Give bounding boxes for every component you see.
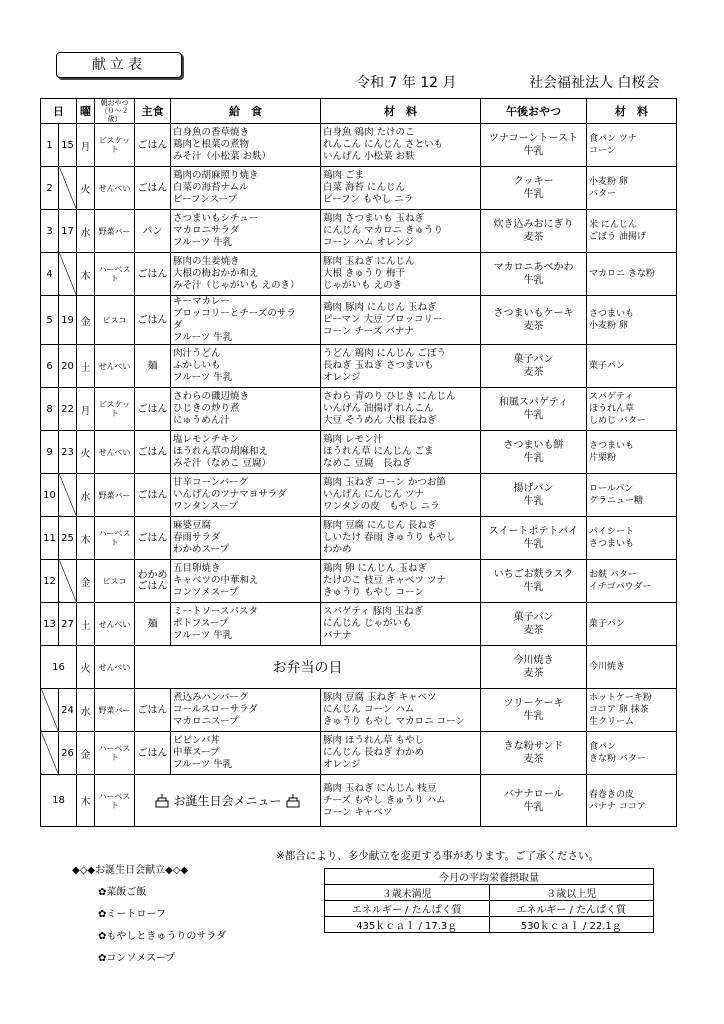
nutrition-label: エネルギー / たんぱく質	[489, 901, 654, 917]
morning-snack: 野菜バー	[95, 689, 135, 732]
birthday-menu-item: ✿菜飯ご飯	[98, 887, 147, 898]
pm-snack: 菓子パン 麦茶	[481, 345, 587, 388]
pm-snack: 和風スパゲティ 牛乳	[481, 388, 587, 431]
pm-snack-ingredients: 米 にんじん ごぼう 油揚げ	[587, 210, 677, 253]
weekday: 水	[77, 474, 95, 517]
lunch-ingredients: 鶏肉 玉ねぎ にんじん 枝豆 チーズ もやし きゅうり ハム コーン キャベツ	[321, 775, 481, 827]
nutrition-table	[324, 868, 654, 933]
weekday: 水	[77, 689, 95, 732]
lunch-ingredients: 鶏肉 卵 にんじん 玉ねぎ たけのこ 枝豆 キャベツ ツナ きゅうり もやし コーン	[321, 560, 481, 603]
lunch-ingredients: 白身魚 鶏肉 たけのこ れんこん にんじん さといも いんげん 小松菜 お麩	[321, 124, 481, 167]
date-number: 19	[59, 296, 77, 345]
lunch-menu: ビビンバ丼 中華スープ フルーツ 牛乳	[171, 732, 321, 775]
lunch-menu: 白身魚の香草焼き 鶏肉と根菜の煮物 みそ汁（小松菜 お麩）	[171, 124, 321, 167]
col-day: 日	[41, 99, 77, 124]
date-number: 27	[59, 603, 77, 646]
lunch-menu: 煮込みハンバーグ コールスローサラダ マカロニスープ	[171, 689, 321, 732]
bento-day-label: お弁当の日	[135, 646, 481, 689]
pm-snack-ingredients: ロールパン グラニュー糖	[587, 474, 677, 517]
col-morning-snack: 朝おやつ（０～２歳）	[95, 99, 135, 124]
pm-snack: 炊き込みおにぎり 麦茶	[481, 210, 587, 253]
birthday-lunch	[135, 775, 321, 827]
morning-snack: ビスコ	[95, 560, 135, 603]
weekday: 水	[77, 210, 95, 253]
date-number	[59, 253, 77, 296]
lunch-menu: 豚肉の生姜焼き 大根の梅おかか和え みそ汁（じゃがいも えのき）	[171, 253, 321, 296]
page-title: 献立表	[56, 52, 182, 78]
staple: ごはん	[135, 296, 171, 345]
day-number: 8	[41, 388, 59, 431]
pm-snack: さつまいもケーキ 麦茶	[481, 296, 587, 345]
pm-snack-ingredients: 菓子パン	[587, 345, 677, 388]
lunch-menu: さつまいもシチュー マカロニサラダ フルーツ 牛乳	[171, 210, 321, 253]
col-weekday: 曜	[77, 99, 95, 124]
table-row	[41, 775, 677, 827]
pm-snack: スイートポテトパイ 牛乳	[481, 517, 587, 560]
date-number: 26	[59, 732, 77, 775]
nutrition-value: 435ｋｃａｌ / 17.3ｇ	[325, 917, 490, 933]
morning-snack: ビスコ	[95, 296, 135, 345]
weekday: 木	[77, 775, 95, 827]
lunch-menu: 五目卵焼き キャベツの中華和え コンソメスープ	[171, 560, 321, 603]
pm-snack: いちごお麩ラスク 牛乳	[481, 560, 587, 603]
lunch-ingredients: さわら 青のり ひじき にんじん いんげん 油揚げ れんこん 大豆 そうめん 大根 長ねぎ	[321, 388, 481, 431]
lunch-menu: ミートソースパスタ ポトフスープ フルーツ 牛乳	[171, 603, 321, 646]
day-number: 4	[41, 253, 59, 296]
staple: ごはん	[135, 124, 171, 167]
lunch-ingredients: うどん 鶏肉 にんじん ごぼう 長ねぎ 玉ねぎ さつまいも オレンジ	[321, 345, 481, 388]
cake-icon	[285, 793, 301, 809]
col-pm-snack: 午後おやつ	[481, 99, 587, 124]
menu-month: 令和 7 年 12 月	[356, 75, 457, 91]
weekday: 土	[77, 603, 95, 646]
weekday: 火	[77, 431, 95, 474]
day-number: 12	[41, 560, 59, 603]
morning-snack: せんべい	[95, 431, 135, 474]
weekday: 木	[77, 253, 95, 296]
pm-snack-ingredients: 食パン きな粉 バター	[587, 732, 677, 775]
pm-snack-ingredients: 春巻きの皮 バナナ ココア	[587, 775, 677, 827]
morning-snack: ハーベスト	[95, 732, 135, 775]
day-number: 10	[41, 474, 59, 517]
pm-snack-ingredients: 食パン ツナ コーン	[587, 124, 677, 167]
weekday: 土	[77, 345, 95, 388]
staple: ごはん	[135, 732, 171, 775]
staple: ごはん	[135, 474, 171, 517]
pm-snack-ingredients: マカロニ きな粉	[587, 253, 677, 296]
morning-snack: ビスケット	[95, 124, 135, 167]
table-row	[41, 646, 677, 689]
lunch-menu: キーマカレー ブロッコリーとチーズのサラ ダ フルーツ 牛乳	[171, 296, 321, 345]
pm-snack-ingredients: ホットケーキ粉 ココア 卵 抹茶 生クリーム	[587, 689, 677, 732]
table-row	[41, 388, 677, 431]
change-notice: ※都合により、多少献立を変更する事があります。ご了承ください。	[276, 850, 599, 862]
birthday-menu	[72, 860, 226, 970]
morning-snack: ビスケット	[95, 388, 135, 431]
table-row	[41, 474, 677, 517]
lunch-menu: 肉汁うどん ふかしいも フルーツ 牛乳	[171, 345, 321, 388]
day-number: 6	[41, 345, 59, 388]
morning-snack: ハーベスト	[95, 775, 135, 827]
pm-snack: マカロニあべかわ 牛乳	[481, 253, 587, 296]
pm-snack-ingredients: さつまいも 小麦粉 卵	[587, 296, 677, 345]
pm-snack-ingredients: パイシート さつまいも	[587, 517, 677, 560]
pm-snack: 今川焼き 麦茶	[481, 646, 587, 689]
date-number	[59, 474, 77, 517]
pm-snack-ingredients: 菓子パン	[587, 603, 677, 646]
staple: ごはん	[135, 253, 171, 296]
morning-snack: せんべい	[95, 646, 135, 689]
morning-snack: ハーベスト	[95, 517, 135, 560]
morning-snack: 野菜バー	[95, 210, 135, 253]
lunch-menu: 麻婆豆腐 春雨サラダ わかめスープ	[171, 517, 321, 560]
nutrition-title: 今月の平均栄養摂取量	[325, 869, 654, 885]
date-number: 17	[59, 210, 77, 253]
birthday-menu-title: ◆◇◆お誕生日会献立◆◇◆	[72, 865, 189, 876]
col-pm-ingredients: 材 料	[587, 99, 677, 124]
pm-snack: 菓子パン 麦茶	[481, 603, 587, 646]
table-row	[41, 167, 677, 210]
date-number: 24	[59, 689, 77, 732]
weekday: 金	[77, 296, 95, 345]
pm-snack: きな粉サンド 麦茶	[481, 732, 587, 775]
lunch-ingredients: 豚肉 玉ねぎ にんじん 大根 きゅうり 梅干 じゃがいも えのき	[321, 253, 481, 296]
day-number: 1	[41, 124, 59, 167]
date-number: 22	[59, 388, 77, 431]
pm-snack-ingredients: さつまいも 片栗粉	[587, 431, 677, 474]
staple: パン	[135, 210, 171, 253]
date-number	[59, 560, 77, 603]
day-number: 9	[41, 431, 59, 474]
pm-snack-ingredients: お麩 バター イチゴパウダー	[587, 560, 677, 603]
staple: ごはん	[135, 431, 171, 474]
staple: ごはん	[135, 517, 171, 560]
lunch-ingredients: 鶏肉 豚肉 にんじん 玉ねぎ ピーマン 大豆 ブロッコリー コーン チーズ バナナ	[321, 296, 481, 345]
table-row	[41, 560, 677, 603]
nutrition-value: 530ｋｃａｌ / 22.1ｇ	[489, 917, 654, 933]
organization-name: 社会福祉法人 白桜会	[529, 75, 660, 91]
lunch-menu: さわらの磯辺焼き ひじきの炒り煮 にゅうめん汁	[171, 388, 321, 431]
lunch-ingredients: スパゲティ 豚肉 玉ねぎ にんじん じゃがいも バナナ	[321, 603, 481, 646]
table-row	[41, 517, 677, 560]
date-number	[59, 167, 77, 210]
day-number: 3	[41, 210, 59, 253]
day-number: 16	[41, 646, 77, 689]
table-row	[41, 732, 677, 775]
table-row	[41, 253, 677, 296]
nutrition-group: ３歳以上児	[489, 885, 654, 901]
birthday-menu-item: ✿コンソメスープ	[98, 953, 176, 964]
table-row	[41, 603, 677, 646]
lunch-ingredients: 鶏肉 玉ねぎ コーン かつお節 いんげん にんじん ツナ ワンタンの皮 もやし ニラ	[321, 474, 481, 517]
staple: 麺	[135, 345, 171, 388]
nutrition-label: エネルギー / たんぱく質	[325, 901, 490, 917]
date-number: 15	[59, 124, 77, 167]
nutrition-group: ３歳未満児	[325, 885, 490, 901]
weekday: 火	[77, 167, 95, 210]
day-number: 13	[41, 603, 59, 646]
lunch-ingredients: 豚肉 豆腐 玉ねぎ キャベツ にんじん コーン ハム きゅうり もやし マカロニ コーン	[321, 689, 481, 732]
pm-snack-ingredients: スパゲティ ほうれん草 しめじ バター	[587, 388, 677, 431]
birthday-lunch-label: お誕生日会メニュー	[173, 793, 282, 808]
date-number: 25	[59, 517, 77, 560]
lunch-menu: 鶏肉の胡麻照り焼き 白菜の海苔ナムル ビーフンスープ	[171, 167, 321, 210]
table-row	[41, 210, 677, 253]
table-row	[41, 431, 677, 474]
table-row	[41, 689, 677, 732]
table-row	[41, 296, 677, 345]
day-number: 5	[41, 296, 59, 345]
table-row	[41, 345, 677, 388]
pm-snack: バナナロール 牛乳	[481, 775, 587, 827]
menu-table	[40, 98, 677, 827]
staple: わかめごはん	[135, 560, 171, 603]
day-number: 11	[41, 517, 59, 560]
staple: 麺	[135, 603, 171, 646]
cake-icon	[154, 793, 170, 809]
morning-snack: せんべい	[95, 167, 135, 210]
day-number: 2	[41, 167, 59, 210]
pm-snack: クッキー 牛乳	[481, 167, 587, 210]
pm-snack-ingredients: 今川焼き	[587, 646, 677, 689]
table-header-row	[41, 99, 677, 124]
pm-snack-ingredients: 小麦粉 卵 バター	[587, 167, 677, 210]
day-number	[41, 732, 59, 775]
staple: ごはん	[135, 167, 171, 210]
weekday: 金	[77, 732, 95, 775]
table-row	[41, 124, 677, 167]
col-staple: 主食	[135, 99, 171, 124]
morning-snack: ハーベスト	[95, 253, 135, 296]
pm-snack: 揚げパン 牛乳	[481, 474, 587, 517]
date-number: 23	[59, 431, 77, 474]
weekday: 金	[77, 560, 95, 603]
weekday: 木	[77, 517, 95, 560]
weekday: 火	[77, 646, 95, 689]
birthday-menu-item: ✿ミートローフ	[98, 909, 166, 920]
morning-snack: せんべい	[95, 345, 135, 388]
morning-snack: せんべい	[95, 603, 135, 646]
day-number: 18	[41, 775, 77, 827]
pm-snack: ツリーケーキ 牛乳	[481, 689, 587, 732]
col-lunch: 給 食	[171, 99, 321, 124]
weekday: 月	[77, 388, 95, 431]
date-number: 20	[59, 345, 77, 388]
lunch-ingredients: 豚肉 豆腐 にんじん 長ねぎ しいたけ 春雨 きゅうり もやし わかめ	[321, 517, 481, 560]
birthday-menu-item: ✿もやしときゅうりのサラダ	[98, 931, 227, 942]
col-ingredients: 材 料	[321, 99, 481, 124]
lunch-ingredients: 鶏肉 さつまいも 玉ねぎ にんじん マカロニ きゅうり コーン ハム オレンジ	[321, 210, 481, 253]
pm-snack: ツナコーントースト 牛乳	[481, 124, 587, 167]
weekday: 月	[77, 124, 95, 167]
lunch-menu: 甘辛コーンバーグ いんげんのツナマヨサラダ ワンタンスープ	[171, 474, 321, 517]
pm-snack: さつまいも餅 牛乳	[481, 431, 587, 474]
lunch-menu: 塩レモンチキン ほうれん草の胡麻和え みそ汁（なめこ 豆腐）	[171, 431, 321, 474]
day-number	[41, 689, 59, 732]
staple: ごはん	[135, 388, 171, 431]
lunch-ingredients: 鶏肉 レモン汁 ほうれん草 にんじん ごま なめこ 豆腐 長ねぎ	[321, 431, 481, 474]
lunch-ingredients: 鶏肉 ごま 白菜 海苔 にんじん ビーフン もやし ニラ	[321, 167, 481, 210]
staple: ごはん	[135, 689, 171, 732]
morning-snack: 野菜バー	[95, 474, 135, 517]
lunch-ingredients: 豚肉 ほうれん草 もやし にんじん 長ねぎ わかめ オレンジ	[321, 732, 481, 775]
